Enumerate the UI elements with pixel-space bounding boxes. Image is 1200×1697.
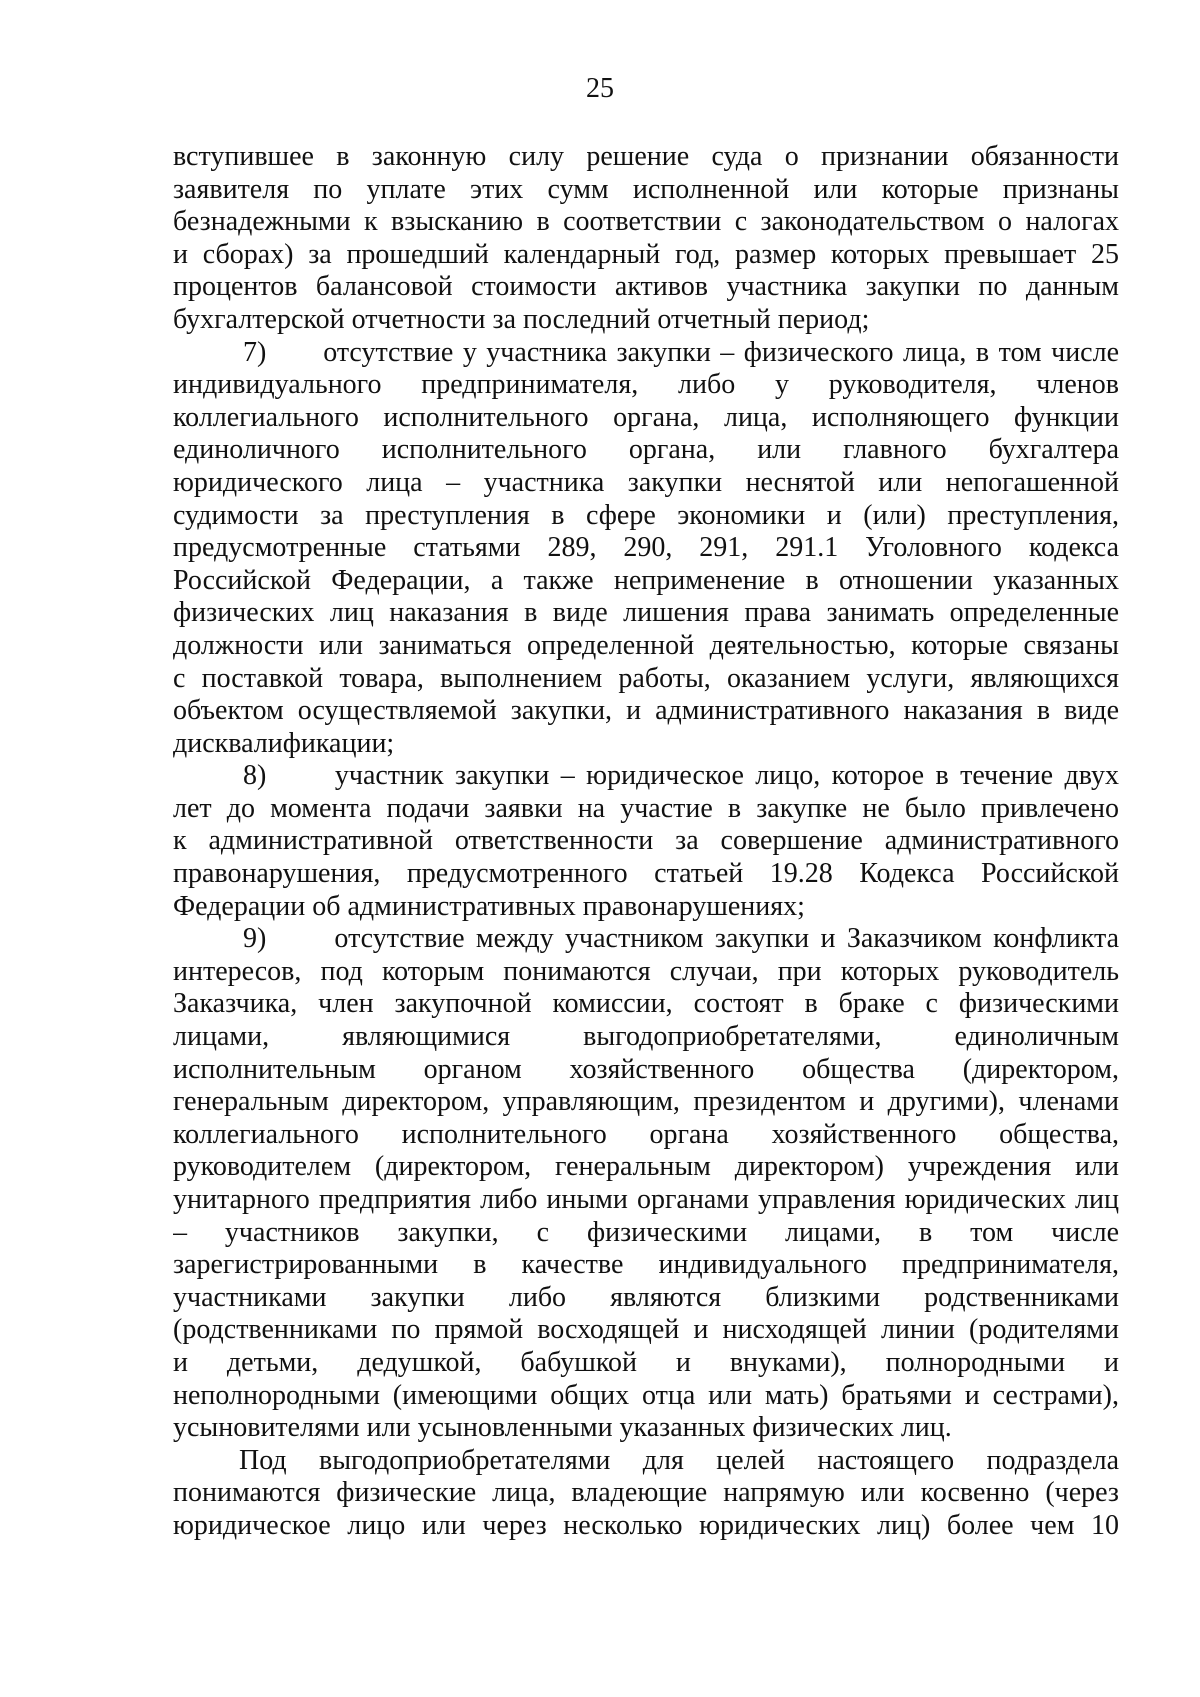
text-line: интересов, под которым понимаются случаи, при которых руководитель [173,955,1119,987]
text-line: заявителя по уплате этих сумм исполненной или которые признаны [173,173,1119,205]
text-line: правонарушения, предусмотренного статьей 19.28 Кодекса Российской [173,858,1119,890]
text-line: лет до момента подачи заявки на участие в закупке не было привлечено [173,792,1119,824]
text-line: Заказчика, член закупочной комиссии, состоят в браке с физическими [173,988,1119,1020]
text-line: судимости за преступления в сфере экономики и (или) преступления, [173,499,1119,531]
text-line: и детьми, дедушкой, бабушкой и внуками), полнородными и [173,1346,1119,1378]
text-line: неполнородными (имеющими общих отца или мать) братьями и сестрами), [173,1379,1119,1411]
text-line: генеральным директором, управляющим, президентом и другими), членами [173,1086,1119,1118]
text-line: понимаются физические лица, владеющие напрямую или косвенно (через [173,1477,1119,1509]
text-line: вступившее в законную силу решение суда о признании обязанности [173,141,1119,172]
text-line: физических лиц наказания в виде лишения права занимать определенные [173,597,1119,629]
text-line: процентов балансовой стоимости активов участника закупки по данным [173,271,1119,303]
document-body [173,141,1119,1543]
text-line: предусмотренные статьями 289, 290, 291, 291.1 Уголовного кодекса [173,532,1119,564]
text-line: Федерации об административных правонарушениях; [173,890,805,922]
text-line: должности или заниматься определенной деятельностью, которые связаны [173,629,1119,661]
text-line: Российской Федерации, а также неприменение в отношении указанных [173,564,1119,596]
text-line: лицами, являющимися выгодоприобретателями, единоличным [173,1021,1119,1053]
text-line: дисквалификации; [173,727,395,759]
text-line: исполнительным органом хозяйственного общества (директором, [173,1053,1119,1085]
text-line: участниками закупки либо являются близкими родственниками [173,1281,1119,1313]
list-item-9-first-line: 9) отсутствие между участником закупки и Заказчиком конфликта [243,923,1119,955]
text-line: и сборах) за прошедший календарный год, размер которых превышает 25 [173,238,1119,270]
text-line: объектом осуществляемой закупки, и административного наказания в виде [173,695,1119,727]
text-line: (родственниками по прямой восходящей и нисходящей линии (родителями [173,1314,1119,1346]
text-line: бухгалтерской отчетности за последний отчетный период; [173,303,870,335]
text-line: юридического лица – участника закупки неснятой или непогашенной [173,466,1119,498]
text-line: юридическое лицо или через несколько юридических лиц) более чем 10 [173,1509,1119,1541]
paragraph-first-line: Под выгодоприобретателями для целей настоящего подраздела [239,1444,1119,1476]
text-line: безнадежными к взысканию в соответствии с законодательством о налогах [173,206,1119,238]
text-line: руководителем (директором, генеральным директором) учреждения или [173,1151,1119,1183]
text-line: усыновителями или усыновленными указанных физических лиц. [173,1412,952,1444]
text-line: индивидуального предпринимателя, либо у руководителя, членов [173,369,1119,401]
list-item-7-first-line: 7) отсутствие у участника закупки – физического лица, в том числе [243,336,1119,368]
list-item-8-first-line: 8) участник закупки – юридическое лицо, которое в течение двух [243,760,1119,792]
text-line: единоличного исполнительного органа, или главного бухгалтера [173,434,1119,466]
text-line: зарегистрированными в качестве индивидуального предпринимателя, [173,1249,1119,1281]
text-line: – участников закупки, с физическими лицами, в том числе [173,1216,1119,1248]
text-line: к административной ответственности за совершение административного [173,825,1119,857]
text-line: унитарного предприятия либо иными органами управления юридических лиц [173,1184,1119,1215]
text-line: коллегиального исполнительного органа хозяйственного общества, [173,1118,1119,1150]
text-line: коллегиального исполнительного органа, лица, исполняющего функции [173,401,1119,433]
page-number: 25 [586,73,614,104]
text-line: с поставкой товара, выполнением работы, оказанием услуги, являющихся [173,662,1119,694]
